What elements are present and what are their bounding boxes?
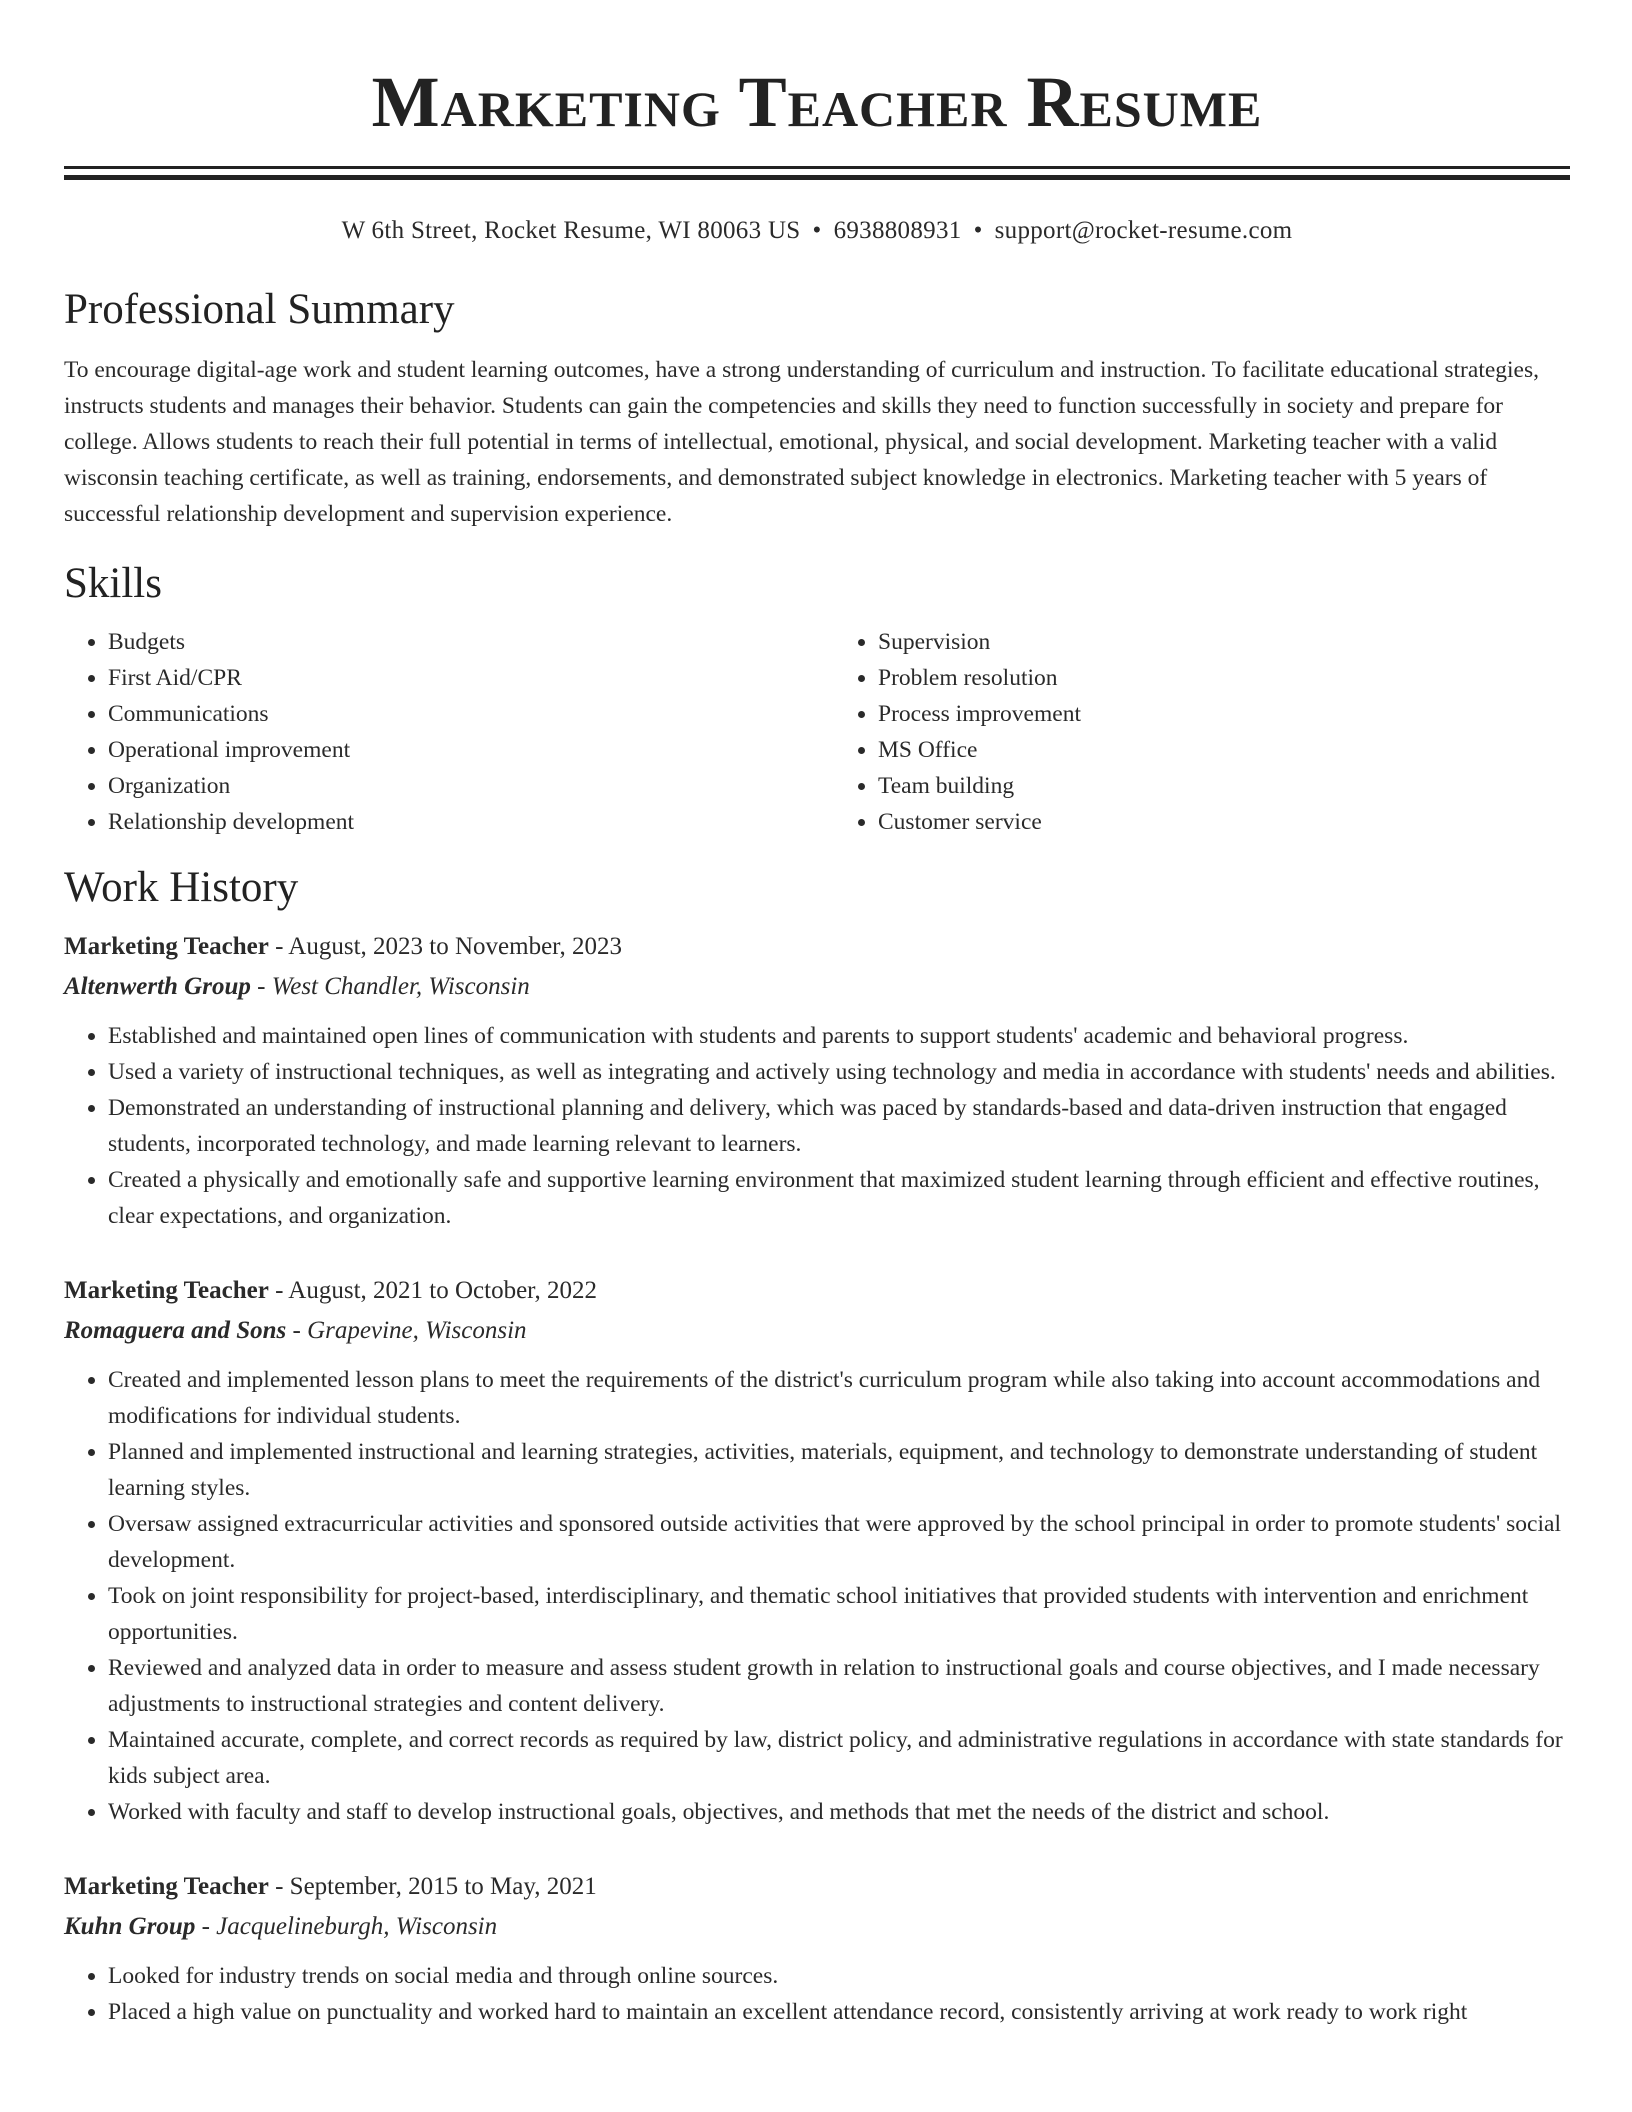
job-bullet: • Demonstrated an understanding of instructional planning and delivery, which was paced by standards-based and data-driven instruction that engaged students, incorporated technology, and made learning relevant to learners. <box>108 1090 1570 1162</box>
job-company-line <box>64 1312 1570 1350</box>
job-dates: September, 2015 to May, 2021 <box>289 1873 597 1900</box>
job-bullet: • Planned and implemented instructional and learning strategies, activities, materials, equipment, and technology to demonstrate understanding of student learning styles. <box>108 1434 1570 1506</box>
title-divider-thin <box>64 166 1570 169</box>
job-location: West Chandler, Wisconsin <box>271 973 530 1000</box>
title-divider-thick <box>64 175 1570 180</box>
skill-item: • Team building <box>878 768 1570 804</box>
job-dash: - <box>268 1873 290 1900</box>
skill-item: • Relationship development <box>108 804 800 840</box>
job-bullet: • Used a variety of instructional techniques, as well as integrating and actively using technology and media in accordance with students' needs and abilities. <box>108 1054 1570 1090</box>
skills-column-left <box>64 624 800 840</box>
job-title-line <box>64 928 1570 966</box>
skill-item: • Budgets <box>108 624 800 660</box>
job-title: Marketing Teacher <box>64 933 269 960</box>
resume-page <box>64 0 1570 2030</box>
job-dash: - <box>268 933 289 960</box>
job-entry <box>64 1272 1570 1830</box>
job-dash: - <box>286 1317 308 1344</box>
job-title-line <box>64 1868 1570 1906</box>
job-bullet: • Looked for industry trends on social media and through online sources. <box>108 1958 1570 1994</box>
job-company: Kuhn Group <box>64 1913 196 1940</box>
job-company: Romaguera and Sons <box>64 1317 287 1344</box>
skill-item: • Operational improvement <box>108 732 800 768</box>
skills-list <box>64 624 1570 840</box>
job-bullets <box>64 1362 1570 1830</box>
page-title: Marketing Teacher Resume <box>371 62 1263 142</box>
job-company-line <box>64 968 1570 1006</box>
contact-line <box>64 216 1570 246</box>
summary-heading: Professional Summary <box>64 286 455 333</box>
job-bullet: • Created a physically and emotionally safe and supportive learning environment that maximized student learning through efficient and effective routines, clear expectations, and organization. <box>108 1162 1570 1234</box>
job-dash: - <box>268 1277 289 1304</box>
job-dash: - <box>250 973 272 1000</box>
job-dash: - <box>195 1913 217 1940</box>
contact-phone: 6938808931 <box>833 217 962 244</box>
job-title: Marketing Teacher <box>64 1277 269 1304</box>
skill-item: • Customer service <box>878 804 1570 840</box>
skill-item: • Process improvement <box>878 696 1570 732</box>
job-title: Marketing Teacher <box>64 1873 269 1900</box>
job-bullet: • Maintained accurate, complete, and correct records as required by law, district policy, and administrative regulations in accordance with state standards for kids subject area. <box>108 1722 1570 1794</box>
contact-separator: • <box>812 217 822 244</box>
summary-text: To encourage digital-age work and student learning outcomes, have a strong understanding of curriculum and instruction. To facilitate educational strategies, instructs students and manages their behavior. Students can gain the competencies and skills they need to function successfully in society and prepare for college. Allows students to reach their full potential in terms of intellectual, emotional, physical, and social development. Marketing teacher with a valid wisconsin teaching certificate, as well as training, endorsements, and demonstrated subject knowledge in electronics. Marketing teacher with 5 years of successful relationship development and supervision experience. <box>64 357 1540 527</box>
job-title-line <box>64 1272 1570 1310</box>
job-dates: August, 2023 to November, 2023 <box>288 933 622 960</box>
skill-item: • Organization <box>108 768 800 804</box>
job-dates: August, 2021 to October, 2022 <box>288 1277 597 1304</box>
skill-item: • Problem resolution <box>878 660 1570 696</box>
skill-item: • Supervision <box>878 624 1570 660</box>
job-company: Altenwerth Group <box>64 973 251 1000</box>
job-location: Grapevine, Wisconsin <box>307 1317 527 1344</box>
job-bullet: • Reviewed and analyzed data in order to measure and assess student growth in relation to instructional goals and course objectives, and I made necessary adjustments to instructional strategies and content delivery. <box>108 1650 1570 1722</box>
contact-address: W 6th Street, Rocket Resume, WI 80063 US <box>341 217 801 244</box>
skill-item: • Communications <box>108 696 800 732</box>
job-bullets <box>64 1018 1570 1234</box>
skill-item: • MS Office <box>878 732 1570 768</box>
job-bullet: • Created and implemented lesson plans to meet the requirements of the district's curriculum program while also taking into account accommodations and modifications for individual students. <box>108 1362 1570 1434</box>
job-bullets <box>64 1958 1570 2030</box>
job-entry <box>64 1868 1570 2030</box>
contact-email: support@rocket-resume.com <box>994 217 1293 244</box>
contact-separator: • <box>973 217 983 244</box>
job-bullet: • Took on joint responsibility for project-based, interdisciplinary, and thematic school initiatives that provided students with intervention and enrichment opportunities. <box>108 1578 1570 1650</box>
job-entry <box>64 928 1570 1234</box>
job-location: Jacquelineburgh, Wisconsin <box>216 1913 498 1940</box>
job-bullet: • Established and maintained open lines of communication with students and parents to support students' academic and behavioral progress. <box>108 1018 1570 1054</box>
job-bullet: • Worked with faculty and staff to develop instructional goals, objectives, and methods that met the needs of the district and school. <box>108 1794 1570 1830</box>
skill-item: • First Aid/CPR <box>108 660 800 696</box>
job-bullet: • Placed a high value on punctuality and worked hard to maintain an excellent attendance record, consistently arriving at work ready to work right <box>108 1994 1570 2030</box>
skills-column-right <box>800 624 1570 840</box>
work-history-heading: Work History <box>64 864 299 911</box>
job-bullet: • Oversaw assigned extracurricular activities and sponsored outside activities that were approved by the school principal in order to promote students' social development. <box>108 1506 1570 1578</box>
job-company-line <box>64 1908 1570 1946</box>
skills-heading: Skills <box>64 560 162 607</box>
